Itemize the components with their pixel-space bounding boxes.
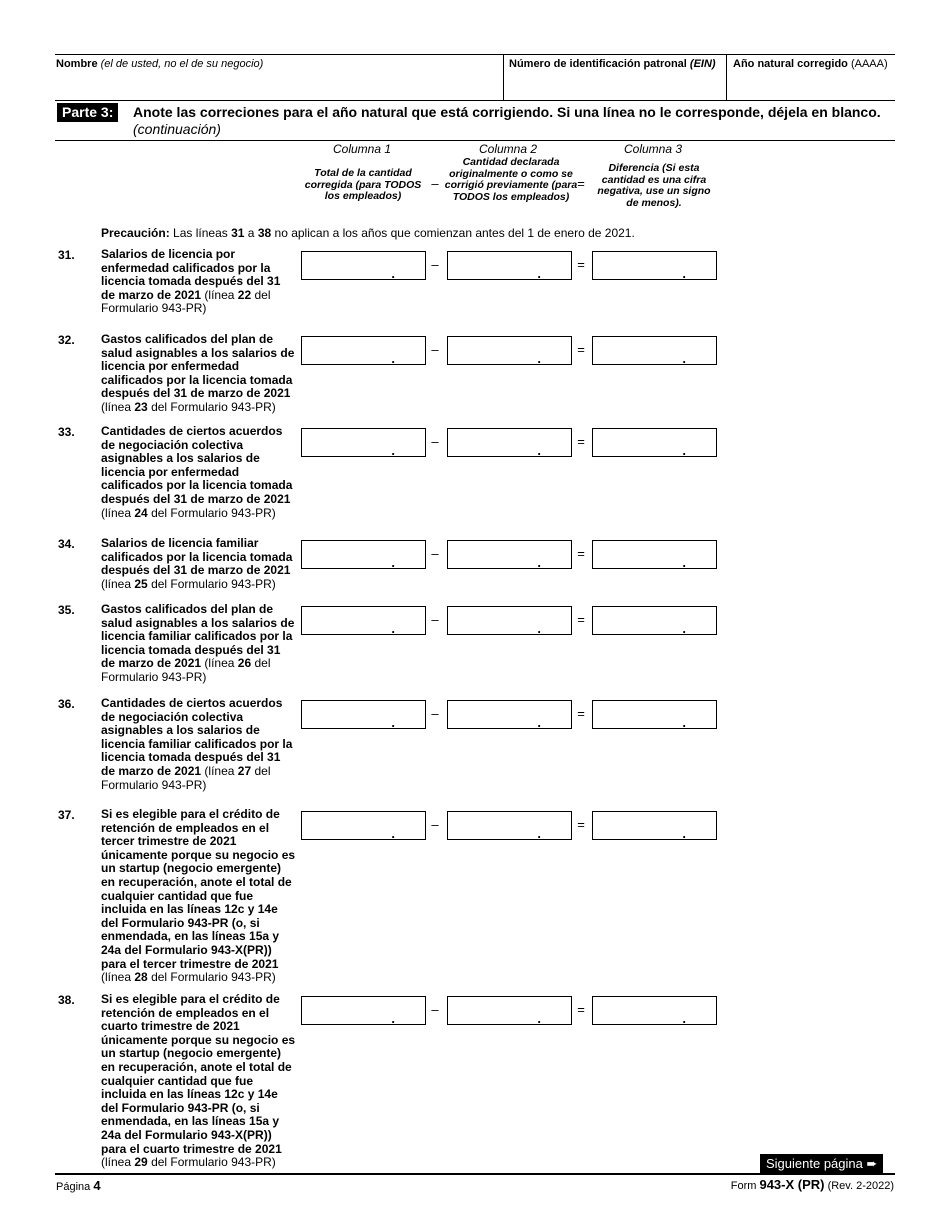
part-rule [55, 140, 895, 141]
column-1-input[interactable] [301, 700, 426, 729]
minus-sign: – [431, 546, 439, 561]
decimal-point: . [682, 826, 686, 841]
line-number: 35. [58, 603, 75, 617]
column-2-input[interactable] [447, 996, 572, 1025]
caution-note: Precaución: Las líneas 31 a 38 no aplican a los años que comienzan antes del 1 de enero de 2021. [101, 226, 635, 240]
name-field[interactable] [56, 70, 496, 98]
equals-sign: = [577, 257, 585, 272]
line-number: 37. [58, 808, 75, 822]
decimal-point: . [537, 1011, 541, 1026]
name-label: Nombre (el de usted, no el de su negocio) [56, 58, 264, 70]
line-number: 34. [58, 537, 75, 551]
decimal-point: . [537, 555, 541, 570]
column-3-input[interactable] [592, 996, 717, 1025]
equals-sign: = [577, 612, 585, 627]
equals-sign: = [577, 434, 585, 449]
column-2-input[interactable] [447, 540, 572, 569]
column-3-input[interactable] [592, 811, 717, 840]
next-page-label: Siguiente página [766, 1156, 863, 1171]
decimal-point: . [537, 443, 541, 458]
decimal-point: . [682, 621, 686, 636]
column-3-input[interactable] [592, 428, 717, 457]
decimal-point: . [537, 715, 541, 730]
header-bottom-rule [55, 100, 895, 101]
equals-sign: = [577, 1002, 585, 1017]
decimal-point: . [537, 826, 541, 841]
header-equals: = [577, 176, 585, 191]
line-number: 32. [58, 333, 75, 347]
minus-sign: – [431, 342, 439, 357]
decimal-point: . [391, 621, 395, 636]
arrow-right-icon: ➨ [866, 1156, 878, 1171]
line-number: 31. [58, 248, 75, 262]
equals-sign: = [577, 817, 585, 832]
minus-sign: – [431, 434, 439, 449]
year-label: Año natural corregido (AAAA) [733, 58, 888, 70]
decimal-point: . [391, 351, 395, 366]
minus-sign: – [431, 817, 439, 832]
top-rule [55, 54, 895, 55]
decimal-point: . [391, 443, 395, 458]
column-2-heading: Columna 2 [478, 142, 538, 156]
ein-field[interactable] [505, 70, 723, 98]
part-title: Anote las correciones para el año natural que está corrigiendo. Si una línea no le corresponde, déjela en blanco. [133, 104, 881, 120]
line-number: 33. [58, 425, 75, 439]
equals-sign: = [577, 706, 585, 721]
line-description: Cantidades de ciertos acuerdos de negociación colectiva asignables a los salarios de licencia por enfermedad calificados por la licencia tomada después del 31 de marzo de 2021 (línea 24 del Formulario 943-PR) [101, 424, 293, 520]
header-minus: – [431, 176, 439, 191]
decimal-point: . [682, 443, 686, 458]
decimal-point: . [391, 555, 395, 570]
decimal-point: . [682, 266, 686, 281]
decimal-point: . [682, 715, 686, 730]
decimal-point: . [391, 1011, 395, 1026]
page-number: Página 4 [56, 1178, 101, 1193]
year-field[interactable] [728, 70, 894, 98]
column-3-input[interactable] [592, 606, 717, 635]
line-number: 38. [58, 993, 75, 1007]
minus-sign: – [431, 1002, 439, 1017]
equals-sign: = [577, 342, 585, 357]
column-1-input[interactable] [301, 996, 426, 1025]
column-1-input[interactable] [301, 606, 426, 635]
column-3-input[interactable] [592, 336, 717, 365]
decimal-point: . [682, 1011, 686, 1026]
header-divider-1 [503, 54, 504, 100]
line-description: Si es elegible para el crédito de retención de empleados en el cuarto trimestre de 2021 únicamente porque su negocio es un startup (negocio emergente) en recuperación, anote el total de cualquier cantidad que fue incluida en las líneas 12c y 14e del Formulario 943-PR (o, si enmendada, en las líneas 15a y 24a del Formulario 943-X(PR)) para el cuarto trimestre de 2021 (línea 29 del Formulario 943-PR) [101, 992, 296, 1170]
column-2-input[interactable] [447, 251, 572, 280]
decimal-point: . [391, 715, 395, 730]
line-description: Cantidades de ciertos acuerdos de negociación colectiva asignables a los salarios de licencia familiar calificados por la licencia tomada después del 31 de marzo de 2021 (línea 27 del Formulario 943-PR) [101, 696, 293, 792]
part-badge: Parte 3: [57, 103, 118, 122]
minus-sign: – [431, 257, 439, 272]
column-3-input[interactable] [592, 540, 717, 569]
decimal-point: . [391, 826, 395, 841]
decimal-point: . [537, 621, 541, 636]
line-description: Gastos calificados del plan de salud asignables a los salarios de licencia familiar calificados por la licencia tomada después del 31 de marzo de 2021 (línea 26 del Formulario 943-PR) [101, 602, 295, 684]
part-continuation: (continuación) [133, 121, 221, 137]
column-1-desc: Total de la cantidad corregida (para TODOS los empleados) [304, 167, 422, 202]
column-3-input[interactable] [592, 251, 717, 280]
decimal-point: . [391, 266, 395, 281]
column-3-input[interactable] [592, 700, 717, 729]
bottom-rule [55, 1173, 895, 1175]
line-description: Salarios de licencia familiar calificados por la licencia tomada después del 31 de marzo de 2021 (línea 25 del Formulario 943-PR) [101, 536, 293, 591]
line-description: Salarios de licencia por enfermedad calificados por la licencia tomada después del 31 de marzo de 2021 (línea 22 del Formulario 943-PR) [101, 247, 281, 316]
minus-sign: – [431, 706, 439, 721]
column-3-heading: Columna 3 [623, 142, 683, 156]
column-2-input[interactable] [447, 811, 572, 840]
column-2-desc: Cantidad declarada originalmente o como se corrigió previamente (para TODOS los empleados) [444, 156, 578, 203]
column-3-desc: Diferencia (Si esta cantidad es una cifra negativa, use un signo de menos). [597, 162, 711, 209]
minus-sign: – [431, 612, 439, 627]
column-1-input[interactable] [301, 428, 426, 457]
line-description: Si es elegible para el crédito de retención de empleados en el tercer trimestre de 2021 únicamente porque su negocio es un startup (negocio emergente) en recuperación, anote el total de cualquier cantidad que fue incluida en las líneas 12c y 14e del Formulario 943-PR (o, si enmendada, en las líneas 15a y 24a del Formulario 943-X(PR)) para el tercer trimestre de 2021 (línea 28 del Formulario 943-PR) [101, 807, 296, 985]
header-divider-2 [726, 54, 727, 100]
decimal-point: . [682, 351, 686, 366]
ein-label: Número de identificación patronal (EIN) [509, 58, 716, 70]
equals-sign: = [577, 546, 585, 561]
line-description: Gastos calificados del plan de salud asignables a los salarios de licencia por enfermedad calificados por la licencia tomada después del 31 de marzo de 2021 (línea 23 del Formulario 943-PR) [101, 332, 295, 414]
column-1-input[interactable] [301, 811, 426, 840]
next-page-button[interactable] [760, 1154, 883, 1173]
column-1-input[interactable] [301, 540, 426, 569]
column-1-input[interactable] [301, 251, 426, 280]
column-2-input[interactable] [447, 606, 572, 635]
line-number: 36. [58, 697, 75, 711]
column-2-input[interactable] [447, 336, 572, 365]
column-2-input[interactable] [447, 700, 572, 729]
decimal-point: . [537, 351, 541, 366]
column-2-input[interactable] [447, 428, 572, 457]
column-1-input[interactable] [301, 336, 426, 365]
form-footer: Form 943-X (PR) (Rev. 2-2022) [730, 1177, 894, 1192]
column-1-heading: Columna 1 [332, 142, 392, 156]
decimal-point: . [537, 266, 541, 281]
decimal-point: . [682, 555, 686, 570]
